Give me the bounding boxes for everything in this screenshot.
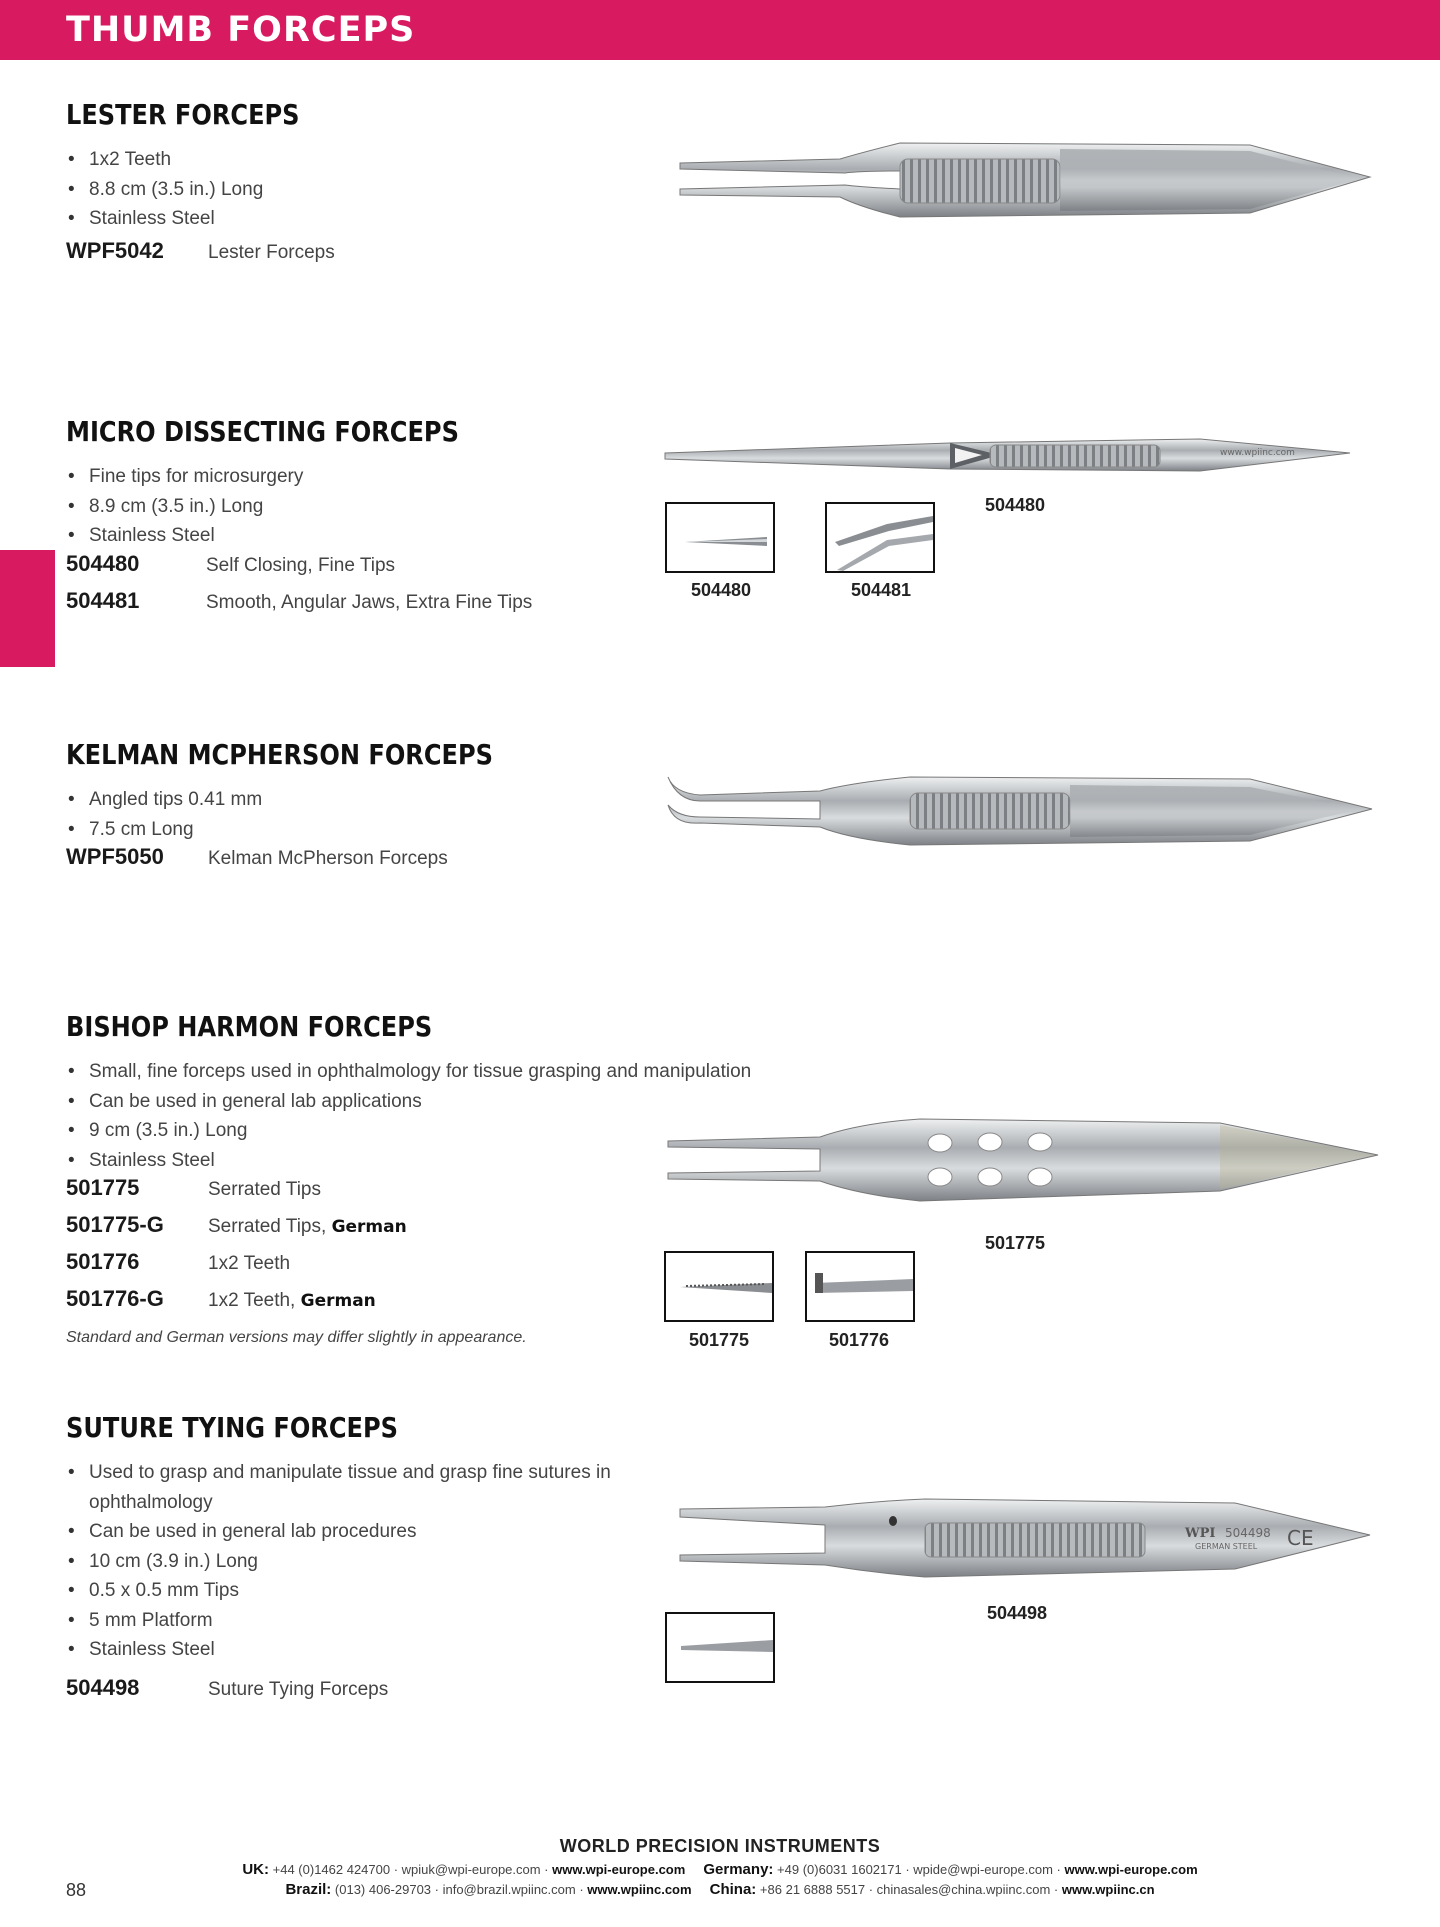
- product-description-text: Serrated Tips,: [208, 1216, 327, 1237]
- page-number: 88: [66, 1880, 87, 1900]
- detail-caption: 504481: [851, 580, 912, 600]
- product-code: 501776: [66, 1249, 140, 1274]
- feature-item: • Fine tips for microsurgery: [66, 462, 806, 492]
- section-title: SUTURE TYING FORCEPS: [66, 1411, 398, 1444]
- section-suture-tying-forceps: [66, 1411, 666, 1712]
- image-caption: 504480: [985, 495, 1046, 515]
- bishop-harmon-forceps-image: [660, 1115, 1385, 1215]
- tip-detail-box-501775: [664, 1251, 774, 1322]
- feature-item: • 9 cm (3.5 in.) Long: [66, 1116, 806, 1146]
- product-description: [208, 1216, 407, 1238]
- suture-tying-forceps-image: [675, 1495, 1375, 1585]
- page-title: THUMB FORCEPS: [66, 10, 416, 50]
- feature-item: • 7.5 cm Long: [66, 815, 806, 845]
- feature-item: • Stainless Steel: [66, 1635, 666, 1665]
- version-note: Standard and German versions may differ slightly in appearance.: [66, 1329, 527, 1346]
- micro-dissecting-forceps-image: [660, 425, 1370, 485]
- product-description-text: 1x2 Teeth,: [208, 1290, 296, 1311]
- product-code: 504481: [66, 587, 140, 613]
- product-row: [66, 1675, 666, 1712]
- section-title: MICRO DISSECTING FORCEPS: [66, 415, 459, 448]
- tip-detail-box-504480: [665, 502, 775, 573]
- germany-contact: +49 (0)6031 1602171 · wpide@wpi-europe.com ·: [777, 1862, 1061, 1877]
- feature-item: • Stainless Steel: [66, 204, 806, 234]
- product-code: 504498: [66, 1674, 140, 1700]
- german-tag: German: [300, 1291, 376, 1311]
- tip-detail-box-501776: [805, 1251, 915, 1322]
- product-description: Suture Tying Forceps: [208, 1678, 389, 1700]
- section-title: KELMAN MCPHERSON FORCEPS: [66, 738, 493, 771]
- ce-mark-icon: CE: [1287, 1526, 1314, 1550]
- engraving-line2: GERMAN STEEL: [1195, 1542, 1258, 1551]
- footer-contact-line-2: [0, 1881, 1440, 1898]
- german-tag: German: [331, 1217, 407, 1237]
- feature-item: • Used to grasp and manipulate tissue and grasp fine sutures in ophthalmology: [66, 1458, 666, 1517]
- detail-caption: 504480: [691, 580, 752, 600]
- feature-item: • 5 mm Platform: [66, 1606, 666, 1636]
- detail-caption: 501776: [829, 1330, 890, 1350]
- product-code: WPF5042: [66, 237, 164, 263]
- china-label: China:: [709, 1881, 757, 1898]
- product-description: Lester Forceps: [208, 241, 335, 263]
- kelman-mcpherson-forceps-image: [660, 765, 1380, 865]
- lester-forceps-image: [670, 125, 1380, 235]
- uk-website-link[interactable]: www.wpi-europe.com: [552, 1862, 686, 1877]
- feature-item: • Stainless Steel: [66, 1146, 806, 1176]
- product-description: Kelman McPherson Forceps: [208, 848, 448, 869]
- feature-item: • Can be used in general lab applications: [66, 1087, 806, 1117]
- product-code: WPF5050: [66, 844, 164, 869]
- tip-detail-box-504481: [825, 502, 935, 573]
- feature-list: [66, 1458, 666, 1665]
- engraving-brand: WPI: [1185, 1526, 1216, 1541]
- feature-item: • 8.9 cm (3.5 in.) Long: [66, 492, 806, 522]
- side-tab-marker: [0, 550, 55, 667]
- engraving-code: 504498: [1225, 1526, 1271, 1540]
- section-title: LESTER FORCEPS: [66, 98, 300, 131]
- engraving-text: www.wpiinc.com: [1220, 448, 1295, 458]
- header-bar: [0, 0, 1440, 60]
- product-list: [66, 1675, 666, 1712]
- product-code: 501775: [66, 1175, 140, 1200]
- feature-item: • Angled tips 0.41 mm: [66, 785, 806, 815]
- china-website-link[interactable]: www.wpiinc.cn: [1061, 1882, 1155, 1897]
- germany-label: Germany:: [703, 1861, 774, 1878]
- uk-label: UK:: [242, 1861, 270, 1878]
- detail-caption: 501775: [689, 1330, 750, 1350]
- product-row: [66, 1212, 806, 1249]
- brazil-website-link[interactable]: www.wpiinc.com: [587, 1882, 692, 1897]
- feature-item: • 1x2 Teeth: [66, 145, 806, 175]
- tip-detail-box-504498: [665, 1612, 775, 1683]
- product-row: [66, 238, 806, 275]
- feature-item: • 10 cm (3.9 in.) Long: [66, 1547, 666, 1577]
- product-description: Serrated Tips: [208, 1179, 321, 1200]
- product-code: 504480: [66, 550, 140, 576]
- footer-company-name: WORLD PRECISION INSTRUMENTS: [559, 1836, 881, 1856]
- brazil-label: Brazil:: [285, 1881, 332, 1898]
- china-contact: +86 21 6888 5517 · chinasales@china.wpiinc.com ·: [759, 1882, 1059, 1897]
- product-description: Smooth, Angular Jaws, Extra Fine Tips: [206, 591, 533, 613]
- image-caption: 504498: [987, 1603, 1048, 1623]
- footer-contact-line-1: [0, 1861, 1440, 1878]
- product-description: 1x2 Teeth: [208, 1253, 291, 1274]
- product-code: 501775-G: [66, 1212, 164, 1237]
- feature-item: • 0.5 x 0.5 mm Tips: [66, 1576, 666, 1606]
- uk-contact: +44 (0)1462 424700 · wpiuk@wpi-europe.com ·: [272, 1862, 549, 1877]
- product-description: Self Closing, Fine Tips: [206, 554, 396, 576]
- feature-item: • 8.8 cm (3.5 in.) Long: [66, 175, 806, 205]
- feature-item: • Can be used in general lab procedures: [66, 1517, 666, 1547]
- germany-website-link[interactable]: www.wpi-europe.com: [1064, 1862, 1198, 1877]
- product-list: [66, 238, 806, 275]
- feature-item: • Stainless Steel: [66, 521, 806, 551]
- section-title: BISHOP HARMON FORCEPS: [66, 1010, 433, 1043]
- image-caption: 501775: [985, 1233, 1046, 1253]
- product-code: 501776-G: [66, 1286, 164, 1311]
- feature-item: • Small, fine forceps used in ophthalmology for tissue grasping and manipulation: [66, 1057, 806, 1087]
- product-description: [208, 1290, 376, 1312]
- brazil-contact: (013) 406-29703 · info@brazil.wpiinc.com ·: [334, 1882, 584, 1897]
